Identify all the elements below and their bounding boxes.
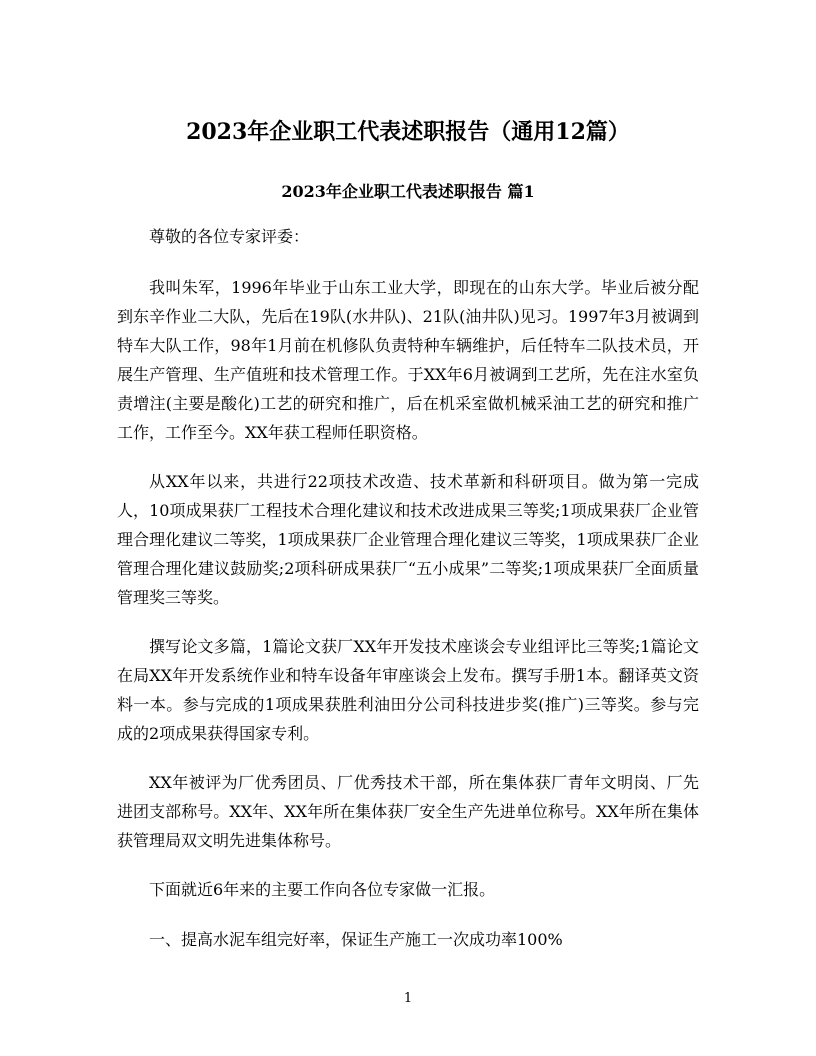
honors-paragraph: XX年被评为厂优秀团员、厂优秀技术干部，所在集体获厂青年文明岗、厂先进团支部称号。XX年、XX年所在集体获厂安全生产先进单位称号。XX年所在集体获管理局双文明先进集体称号。	[117, 773, 699, 850]
summary-paragraph: 下面就近6年来的主要工作向各位专家做一汇报。	[149, 880, 496, 899]
section-heading-one: 一、提高水泥车组完好率，保证生产施工一次成功率100%	[149, 930, 563, 949]
greeting-paragraph: 尊敬的各位专家评委：	[149, 227, 310, 246]
achievements-paragraph: 从XX年以来，共进行22项技术改造、技术革新和科研项目。做为第一完成人，10项成果获厂工程技术合理化建议和技术改进成果三等奖;1项成果获厂企业管理合理化建议二等奖，1项成果获厂企业管理合理化建议三等奖，1项成果获厂企业管理合理化建议鼓励奖;2项科研成果获厂“五小成果”二等奖;1项成果获厂全面质量管理奖三等奖。	[117, 472, 699, 607]
section-title: 2023年企业职工代表述职报告 篇1	[281, 182, 535, 201]
document-title: 2023年企业职工代表述职报告（通用12篇）	[186, 119, 630, 145]
introduction-paragraph: 我叫朱军，1996年毕业于山东工业大学，即现在的山东大学。毕业后被分配到东辛作业二大队，先后在19队(水井队)、21队(油井队)见习。1997年3月被调到特车大队工作，98年1月前在机修队负责特种车辆维护，后任特车二队技术员，开展生产管理、生产值班和技术管理工作。于XX年6月被调到工艺所，先在注水室负责增注(主要是酸化)工艺的研究和推广，后在机采室做机械采油工艺的研究和推广工作，工作至今。XX年获工程师任职资格。	[117, 278, 699, 442]
document-body	[117, 222, 699, 974]
page-number: 1	[403, 991, 413, 1006]
publications-paragraph: 撰写论文多篇，1篇论文获厂XX年开发技术座谈会专业组评比三等奖;1篇论文在局XX年开发系统作业和特车设备年审座谈会上发布。撰写手册1本。翻译英文资料一本。参与完成的1项成果获胜利油田分公司科技进步奖(推广)三等奖。参与完成的2项成果获得国家专利。	[117, 637, 699, 743]
